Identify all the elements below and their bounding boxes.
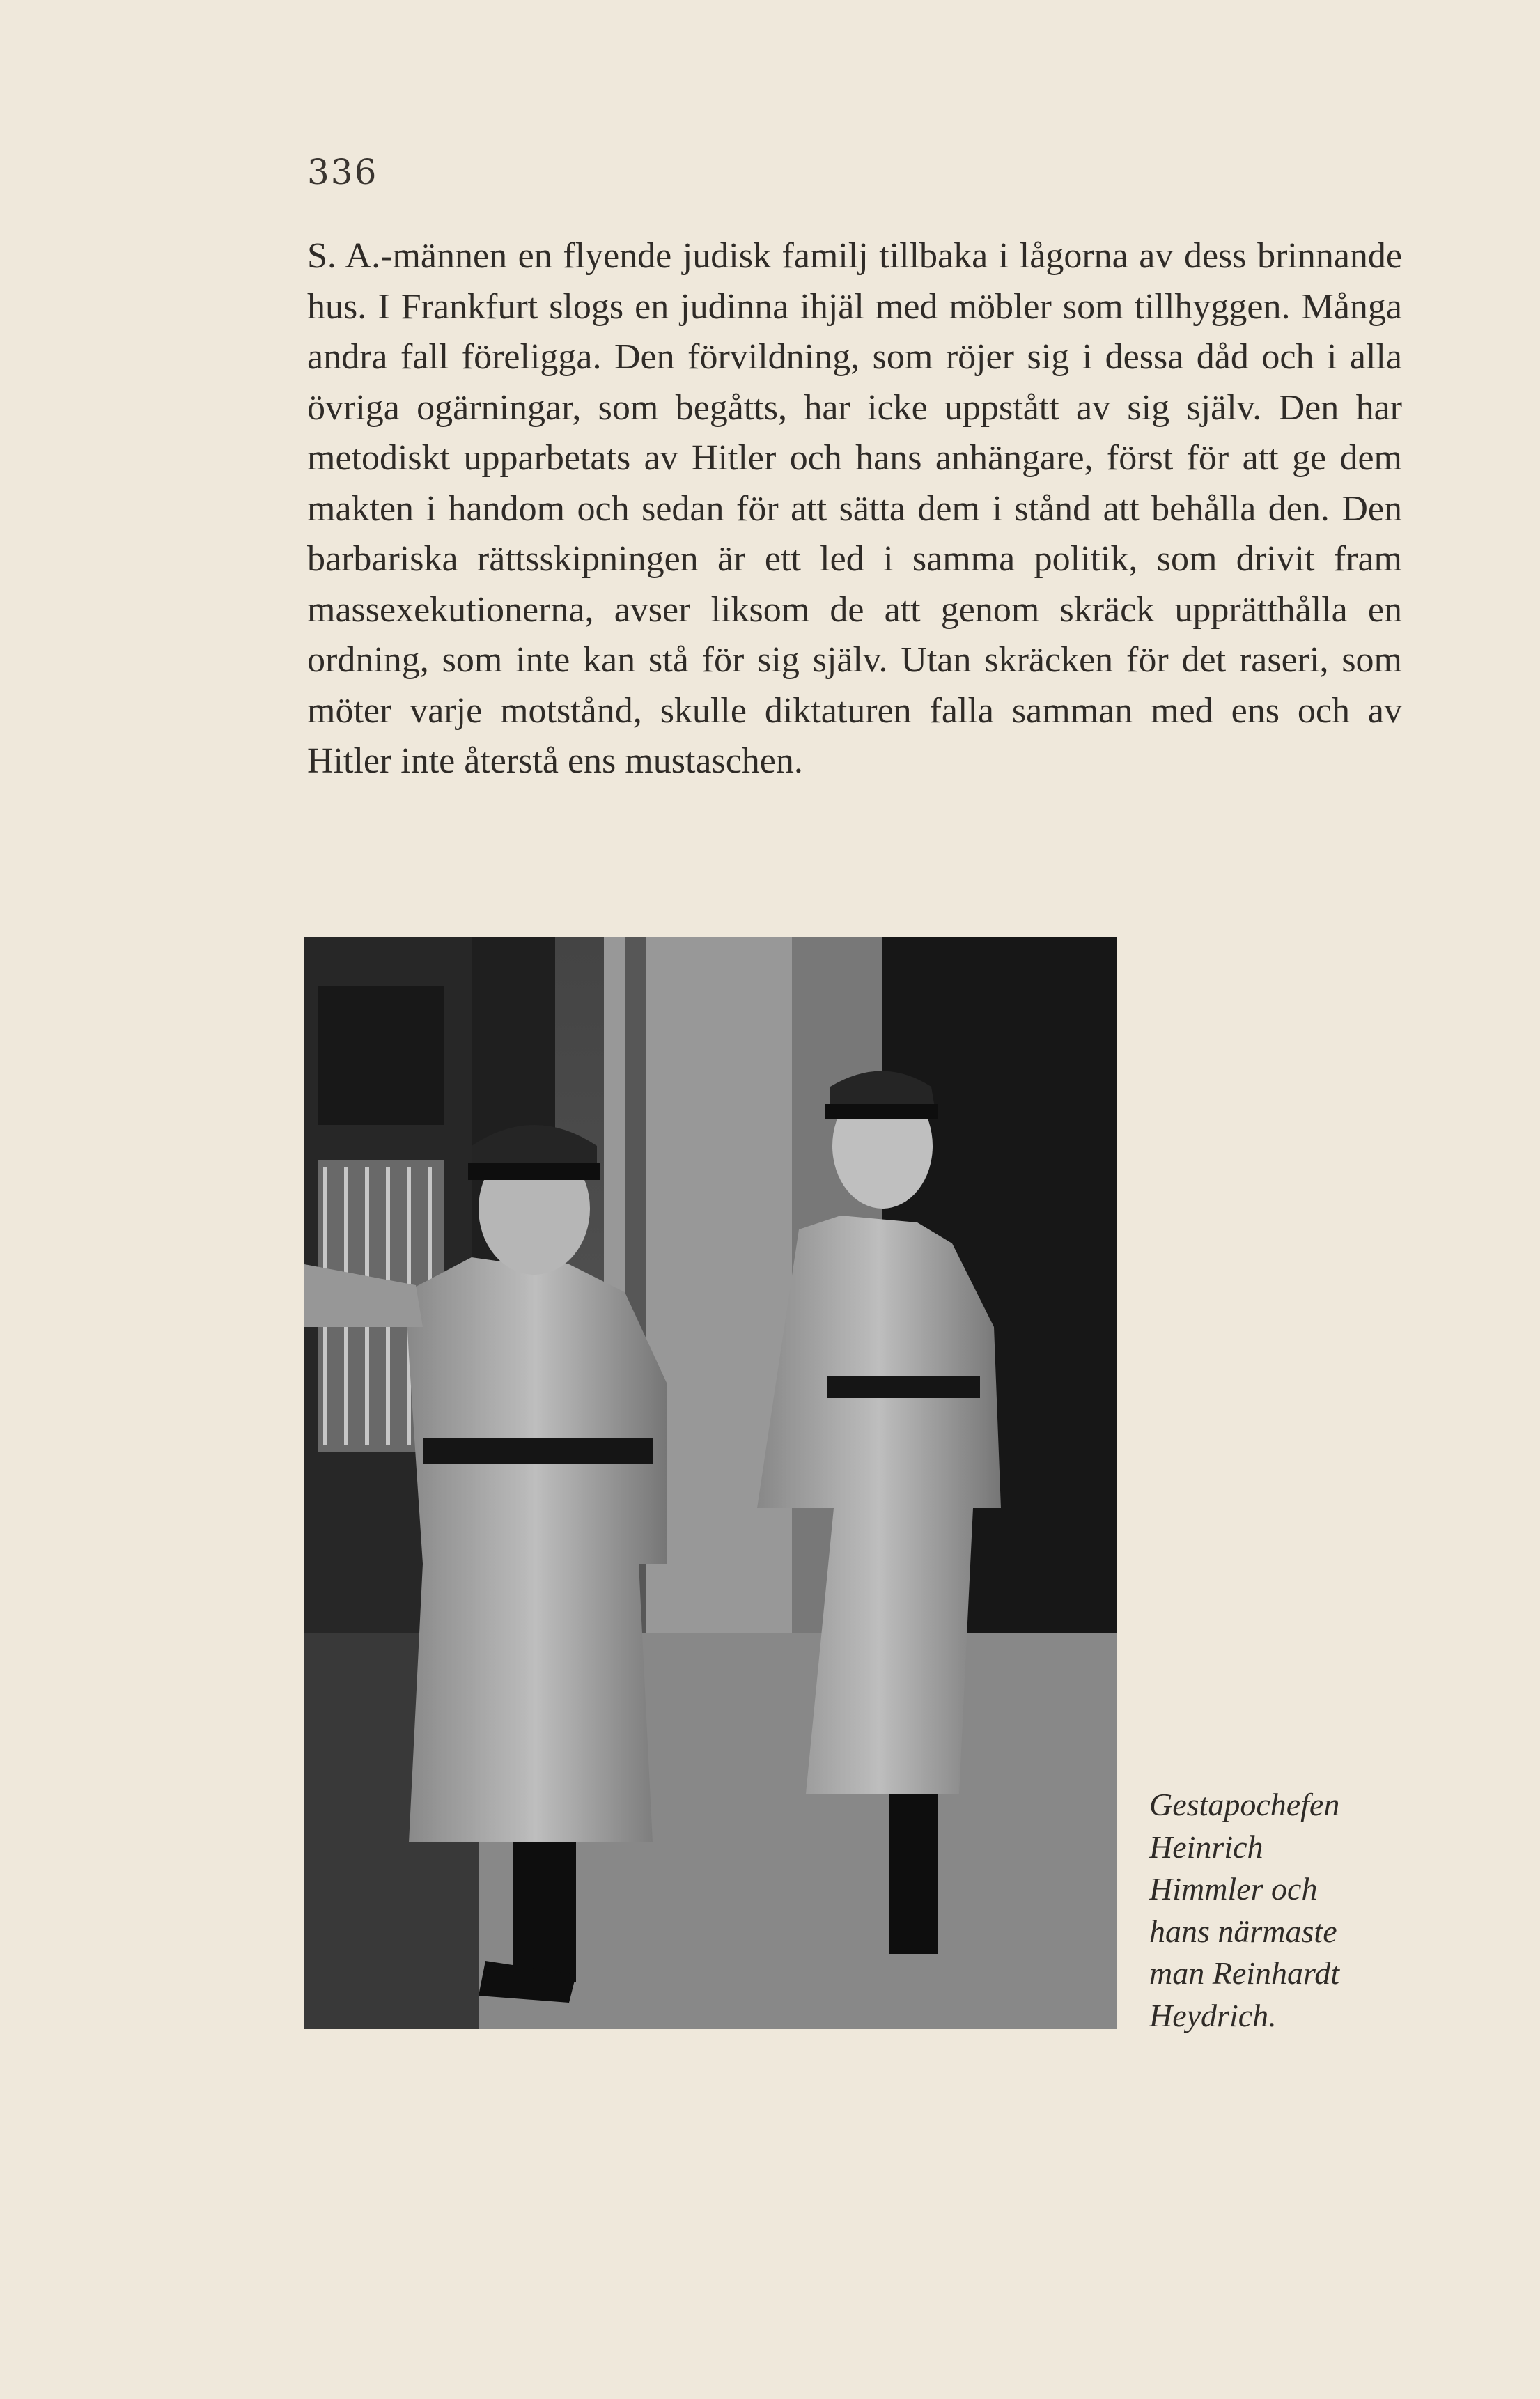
photograph — [304, 937, 1117, 2029]
caption-line: Himmler och — [1149, 1871, 1318, 1907]
caption-line: Heinrich — [1149, 1829, 1263, 1865]
page-number: 336 — [307, 152, 378, 192]
photo-illustration — [304, 937, 1117, 2029]
caption-line: hans närmaste — [1149, 1913, 1337, 1949]
caption-line: man Reinhardt — [1149, 1955, 1339, 1991]
caption-line: Gestapochefen — [1149, 1787, 1340, 1822]
caption-line: Heydrich. — [1149, 1997, 1277, 2033]
body-text: S. A.-männen en flyende judisk familj tillbaka i lågorna av dess brinnande hus. I Frankfurt slogs en judinna ihjäl med möbler som tillhyggen. Många andra fall föreligga. Den förvildning, som röjer sig i dessa dåd och i alla övriga ogärningar, som begåtts, har icke uppstått av sig själv. Den har metodiskt upparbetats av Hitler och hans anhängare, först för att ge dem makten i handom och sedan för att sätta dem i stånd att behålla den. Den barbariska rättsskipningen är ett led i samma politik, som drivit fram massexekutionerna, avser liksom de att genom skräck upprätthålla en ordning, som inte kan stå för sig själv. Utan skräcken för det raseri, som möter varje motstånd, skulle diktaturen falla samman med ens och av Hitler inte återstå ens mustaschen. — [307, 236, 1402, 781]
photo-caption — [1149, 1784, 1428, 2037]
